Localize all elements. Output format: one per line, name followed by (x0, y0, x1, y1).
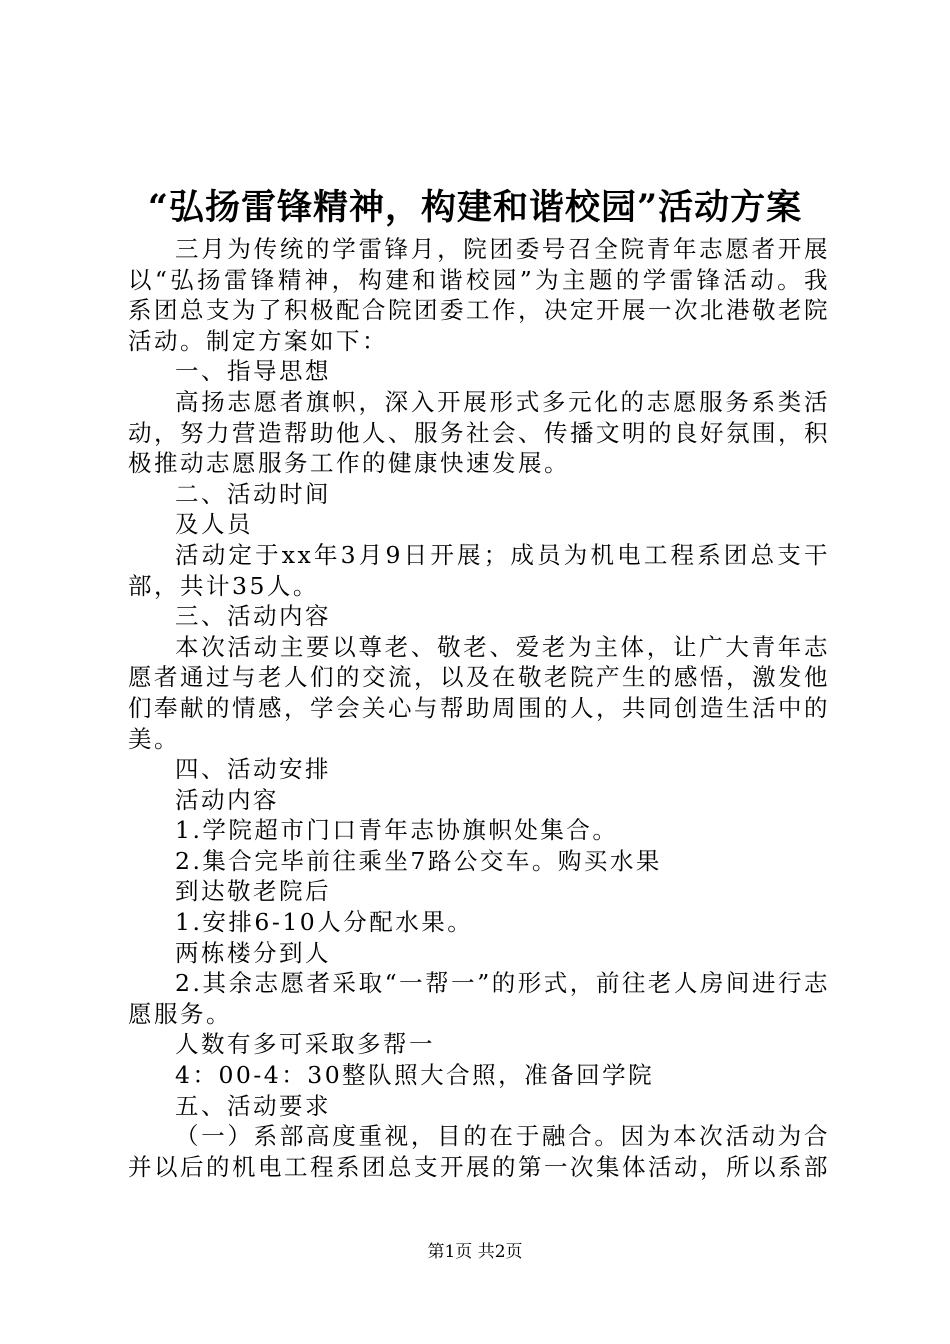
list-item: 2.其余志愿者采取“一帮一”的形式，前往老人房间进行志愿服务。 (128, 969, 830, 1028)
paragraph: 高扬志愿者旗帜，深入开展形式多元化的志愿服务系类活动，努力营造帮助他人、服务社会、传播文明的良好氛围，积极推动志愿服务工作的健康快速发展。 (128, 387, 830, 478)
section-heading: 四、活动安排 (175, 755, 331, 784)
paragraph: 人数有多可采取多帮一 (175, 1030, 435, 1059)
paragraph: 到达敬老院后 (175, 877, 331, 906)
paragraph: 活动内容 (175, 785, 279, 814)
page-indicator: 第1页 共2页 (427, 1242, 523, 1262)
paragraph: 本次活动主要以尊老、敬老、爱老为主体，让广大青年志愿者通过与老人们的交流，以及在敬老院产生的感悟，激发他们奉献的情感，学会关心与帮助周围的人，共同创造生活中的美。 (128, 632, 830, 753)
paragraph: 及人员 (175, 510, 253, 539)
list-item: 1.安排6-10人分配水果。 (175, 908, 474, 937)
paragraph: 活动定于xx年3月9日开展；成员为机电工程系团总支干部，共计35人。 (128, 540, 830, 600)
document-title: “弘扬雷锋精神，构建和谐校园”活动方案 (147, 187, 803, 228)
paragraph: 4：00-4：30整队照大合照，准备回学院 (175, 1061, 655, 1090)
section-heading: 一、指导思想 (175, 357, 331, 386)
paragraph: 三月为传统的学雷锋月，院团委号召全院青年志愿者开展以“弘扬雷锋精神，构建和谐校园”为主题的学雷锋活动。我系团总支为了积极配合院团委工作，决定开展一次北港敬老院活动。制定方案如下： (128, 235, 830, 355)
document-body (128, 234, 830, 1182)
section-heading: 三、活动内容 (175, 602, 331, 631)
list-item: 2.集合完毕前往乘坐7路公交车。购买水果 (175, 846, 662, 875)
list-item: 1.学院超市门口青年志协旗帜处集合。 (175, 816, 619, 845)
paragraph: （一）系部高度重视，目的在于融合。因为本次活动为合并以后的机电工程系团总支开展的第一次集体活动，所以系部 (128, 1122, 830, 1181)
section-heading: 二、活动时间 (175, 479, 331, 508)
section-heading: 五、活动要求 (175, 1091, 331, 1120)
paragraph: 两栋楼分到人 (175, 938, 331, 967)
